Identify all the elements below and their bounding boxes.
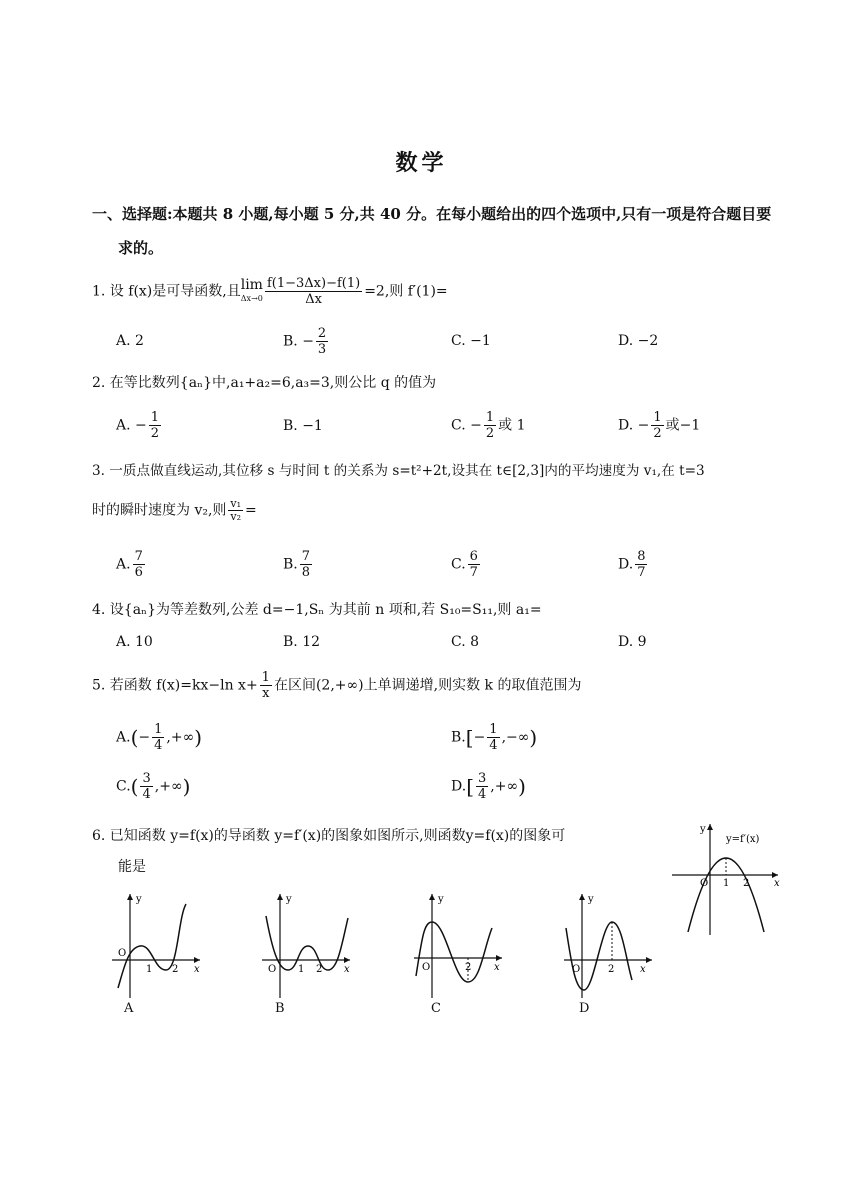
graph-d-y-label: y (588, 894, 594, 905)
graph-a-caption: A (124, 1001, 134, 1016)
graph-d-tick-2: 2 (608, 964, 615, 975)
derivative-tick-2: 2 (743, 878, 750, 889)
question-2: 2. 在等比数列{aₙ}中,a₁+a₂=6,a₃=3,则公比 q 的值为 (92, 375, 437, 391)
graph-b-y-label: y (286, 894, 292, 905)
graph-option-b[interactable] (258, 888, 358, 1003)
q1-option-d[interactable]: D. −2 (618, 333, 659, 349)
q1-option-c[interactable]: C. −1 (451, 333, 491, 349)
q4-option-b[interactable]: B. 12 (283, 634, 321, 650)
graph-d-x-label: x (640, 964, 646, 975)
graph-b-x-label: x (344, 964, 350, 975)
graph-d-y-arrow (579, 894, 585, 900)
graph-option-a[interactable] (108, 888, 208, 1003)
q5-option-a[interactable]: A.(− $\frac{1}{4}$ ,+∞) (116, 722, 203, 753)
graph-b-x-arrow (344, 957, 350, 963)
q1-option-a[interactable]: A. 2 (116, 333, 144, 349)
graph-a-x-label: x (194, 964, 200, 975)
question-5: 5. 若函数 f(x)=kx−ln x+ $\frac{1}{x}$ 在区间(2,+∞)上单调递增,则实数 k 的取值范围为 (92, 670, 582, 701)
graph-c-y-label: y (438, 894, 444, 905)
graph-b-origin-label: O (268, 964, 277, 975)
graph-c-x-label: x (494, 962, 500, 973)
q1-option-b[interactable]: B. − $\frac{2}{3}$ (283, 326, 327, 357)
question-4: 4. 设{aₙ}为等差数列,公差 d=−1,Sₙ 为其前 n 项和,若 S₁₀=S₁₁,则 a₁= (92, 602, 542, 618)
page-title: 数学 (395, 150, 448, 176)
q2-option-a[interactable]: A. − $\frac{1}{2}$ (116, 410, 160, 441)
section-heading-line2: 求的。 (118, 239, 164, 257)
q4-option-a[interactable]: A. 10 (116, 634, 153, 650)
question-6-line1: 6. 已知函数 y=f(x)的导函数 y=f′(x)的图象如图所示,则函数y=f(x)的图象可 (92, 828, 566, 844)
graph-b-tick-1: 1 (298, 964, 305, 975)
q5-option-c[interactable]: C.( $\frac{3}{4}$ ,+∞) (116, 771, 191, 802)
graph-b-caption: B (275, 1001, 285, 1016)
graph-d-curve (566, 922, 632, 990)
graph-d-caption: D (579, 1001, 590, 1016)
q1-stem-post: =2,则 f′(1)= (364, 283, 448, 300)
q1-limit: lim Δx→0 (240, 276, 263, 303)
q2-option-c[interactable]: C. − $\frac{1}{2}$ 或 1 (451, 410, 526, 441)
derivative-tick-1: 1 (723, 878, 730, 889)
graph-a-x-arrow (194, 957, 200, 963)
q3-option-d[interactable]: D. $\frac{8}{7}$ (618, 549, 646, 580)
question-3-line1: 3. 一质点做直线运动,其位移 s 与时间 t 的关系为 s=t²+2t,设其在 t∈[2,3]内的平均速度为 v₁,在 t=3 (92, 463, 705, 479)
graph-c-x-arrow (496, 955, 502, 961)
derivative-graph (670, 820, 785, 940)
graph-c-curve (416, 922, 492, 982)
graph-d-x-arrow (646, 957, 652, 963)
derivative-origin-label: O (700, 878, 709, 889)
derivative-y-arrow (707, 824, 713, 830)
graph-b-curve (266, 916, 348, 970)
graph-c-origin-label: O (422, 962, 431, 973)
graph-a-tick-2: 2 (172, 964, 179, 975)
q2-option-b[interactable]: B. −1 (283, 418, 323, 434)
q4-option-c[interactable]: C. 8 (451, 634, 480, 650)
question-3-line2: 时的瞬时速度为 v₂,则 $\frac{\text{v₁}}{\text{v₂}}$ = (92, 497, 257, 523)
graph-a-origin-label: O (118, 948, 127, 959)
graph-a-y-label: y (136, 894, 142, 905)
q3-option-c[interactable]: C. $\frac{6}{7}$ (451, 549, 478, 580)
graph-b-tick-2: 2 (316, 964, 323, 975)
section-heading-line1: 一、选择题:本题共 8 小题,每小题 5 分,共 40 分。在每小题给出的四个选项中,只有一项是符合题目要 (92, 205, 772, 223)
derivative-y-label: y (700, 824, 706, 835)
q3-option-b[interactable]: B. $\frac{7}{8}$ (283, 549, 311, 580)
graph-a-y-arrow (127, 894, 133, 900)
q5-option-b[interactable]: B.[− $\frac{1}{4}$ ,−∞) (451, 722, 538, 753)
q5-option-d[interactable]: D.[ $\frac{3}{4}$ ,+∞) (451, 771, 526, 802)
graph-option-d[interactable] (560, 888, 660, 1003)
question-6-line2: 能是 (118, 859, 146, 875)
derivative-curve-label: y=f′(x) (726, 834, 760, 845)
derivative-x-label: x (774, 878, 780, 889)
graph-c-tick-2: 2 (465, 962, 472, 973)
graph-d-origin-label: O (572, 964, 581, 975)
q3-option-a[interactable]: A. $\frac{7}{6}$ (116, 549, 143, 580)
graph-a-tick-1: 1 (146, 964, 153, 975)
graph-a-curve (118, 904, 186, 988)
question-1 (92, 276, 448, 307)
graph-c-y-arrow (429, 894, 435, 900)
graph-option-c[interactable] (410, 888, 510, 1003)
q2-option-d[interactable]: D. − $\frac{1}{2}$ 或−1 (618, 410, 701, 441)
q1-fraction: $\frac{f(1-3\Delta x)-f(1)}{\Delta x}$ (266, 276, 361, 307)
q1-stem-pre: 1. 设 f(x)是可导函数,且 (92, 283, 241, 300)
q4-option-d[interactable]: D. 9 (618, 634, 647, 650)
derivative-curve (688, 858, 764, 932)
graph-b-y-arrow (277, 894, 283, 900)
graph-c-caption: C (431, 1001, 441, 1016)
